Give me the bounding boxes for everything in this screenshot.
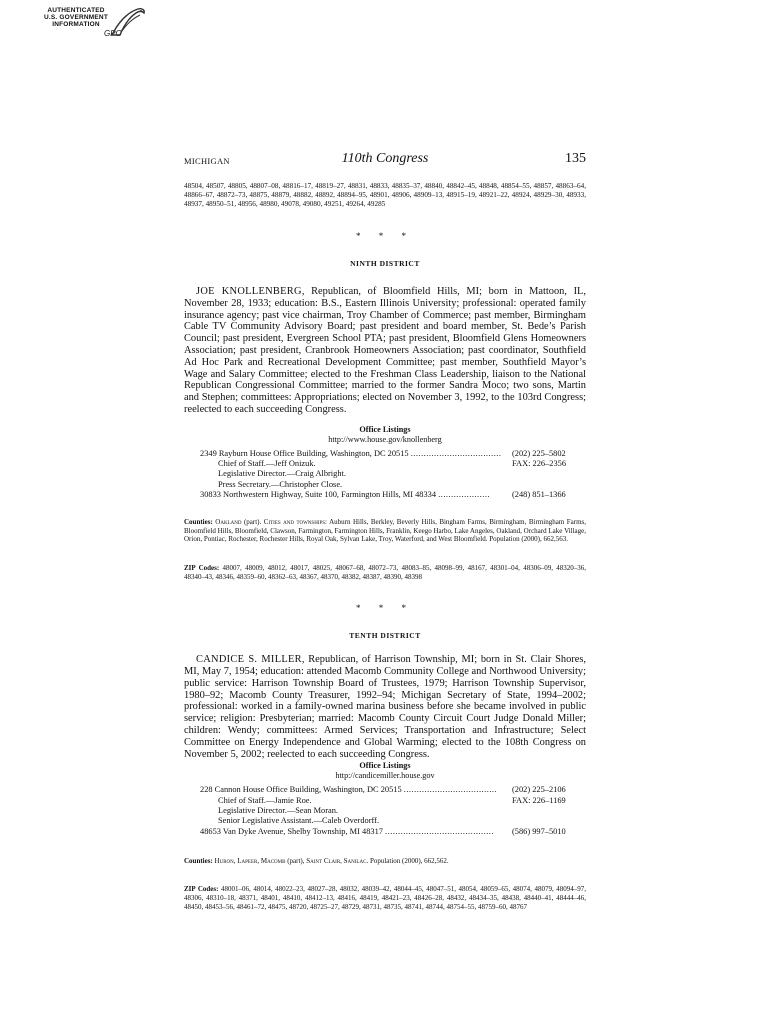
member-bio-ninth bbox=[184, 286, 586, 416]
zip-list: 48007, 48009, 48012, 48017, 48025, 48067–68, 48072–73, 48083–85, 48098–99, 48167, 48301–04, 48306–09, 48320–36, 48340–43, 48346, 48359–60, 48362–63, 48367, 48370, 48382, 48387, 48390, 48398 bbox=[184, 564, 587, 581]
district-heading-ninth: NINTH DISTRICT bbox=[350, 259, 420, 268]
zip-label: ZIP Codes: bbox=[184, 885, 219, 894]
staff-entry: Press Secretary.—Christopher Close. bbox=[218, 479, 343, 489]
office-row bbox=[184, 827, 586, 837]
leader-dots: .......................................... bbox=[385, 826, 494, 836]
zip-codes-ninth bbox=[184, 564, 586, 581]
member-website-link[interactable]: http://www.house.gov/knollenberg bbox=[328, 434, 442, 444]
office-row bbox=[184, 490, 586, 500]
office-listings-tenth bbox=[184, 785, 586, 836]
counties-label: Counties: bbox=[184, 856, 213, 865]
office-fax: FAX: 226–2356 bbox=[512, 459, 567, 469]
counties-label: Counties: bbox=[184, 518, 213, 527]
office-listings-ninth bbox=[184, 449, 586, 500]
office-listings-title: Office Listings bbox=[359, 424, 411, 434]
zip-codes-tenth bbox=[184, 885, 586, 911]
member-bio-tenth bbox=[184, 654, 586, 760]
county-names: Huron, Lapeer, Macomb bbox=[214, 856, 286, 865]
staff-row bbox=[184, 796, 586, 806]
office-fax: FAX: 226–1169 bbox=[512, 795, 566, 805]
gpo-authentication-seal bbox=[36, 5, 148, 43]
office-address: 48653 Van Dyke Avenue, Shelby Township, MI 48317 bbox=[200, 826, 383, 836]
section-separator: * * * bbox=[356, 603, 414, 614]
office-address: 2349 Rayburn House Office Building, Washington, DC 20515 bbox=[200, 448, 409, 458]
member-name: CANDICE S. MILLER bbox=[196, 654, 302, 666]
running-header bbox=[184, 150, 586, 170]
office-row bbox=[184, 785, 586, 795]
staff-entry: Chief of Staff.—Jeff Onizuk. bbox=[218, 459, 316, 469]
county-names: Saint Clair, Sanilac bbox=[306, 856, 367, 865]
office-phone: (202) 225–5802 bbox=[512, 448, 566, 458]
staff-entry: Legislative Director.—Craig Albright. bbox=[218, 469, 346, 479]
section-separator: * * * bbox=[356, 231, 414, 241]
cities-label: Cities and townships bbox=[263, 518, 326, 527]
staff-row bbox=[184, 459, 586, 469]
eagle-icon bbox=[108, 5, 148, 39]
staff-entry: Senior Legislative Assistant.—Caleb Overdorff. bbox=[218, 816, 380, 826]
counties-tenth: Counties: Huron, Lapeer, Macomb (part), Saint Clair, Sanilac. Population (2000), 662,562. bbox=[184, 856, 449, 865]
zip-list: 48001–06, 48014, 48022–23, 48027–28, 48032, 48039–42, 48044–45, 48047–51, 48054, 48059–65, 48074, 48079, 48094–97, 48306, 48310–18, 48371, 48401, 48410, 48412–13, 48416, 48419, 48421–23, 48426–28, 48432, 48434–35, 48438, 48440–41, 48444–46, 48450, 48453–56, 48461–72, 48475, 48720, 48725–27, 48729, 48731, 48735, 48741, 48744, 48754–55, 48759–60, 48767 bbox=[184, 885, 587, 911]
leader-dots: ................................... bbox=[410, 448, 502, 458]
previous-district-zip-codes: 48504, 48507, 48805, 48807–08, 48816–17, 48819–27, 48831, 48833, 48835–37, 48840, 48842–45, 48848, 48854–55, 48857, 48863–64, 48866–67, 48872–73, 48875, 48879, 48882, 48892, 48894–95, 48901, 48906, 48909–13, 48915–19, 48921–22, 48924, 48929–30, 48933, 48937, 48950–51, 48956, 48980, 49078, 49080, 49251, 49264, 49285 bbox=[184, 182, 586, 208]
office-listings-title: Office Listings bbox=[359, 761, 411, 771]
county-name: Oakland bbox=[215, 518, 242, 527]
staff-entry: Chief of Staff.—Jamie Roe. bbox=[218, 795, 312, 805]
counties-ninth: Counties: Oakland (part). Cities and townships: Auburn Hills, Berkley, Beverly Hills, Bingham Farms, Birmingham, Birmingham Farms, Bloomfield Hills, Bloomfield, Clawson, Farmington, Farmington Hills, Franklin, Keego Harbo, Lake Angeles, Oakland, Orchard Lake Village, Orion, Pontiac, Rochester, Rochester Hills, Royal Oak, Sylvan Lake, Troy, Waterford, and West Bloomfield. Population (2000), 662,563. bbox=[184, 518, 587, 544]
header-title: 110th Congress bbox=[341, 151, 429, 166]
header-page-number: 135 bbox=[565, 151, 586, 166]
member-name: JOE KNOLLENBERG bbox=[196, 286, 302, 297]
seal-text: AUTHENTICATED U.S. GOVERNMENT INFORMATION bbox=[43, 7, 109, 28]
office-phone: (586) 997–5010 bbox=[512, 826, 566, 836]
district-heading-tenth: TENTH DISTRICT bbox=[349, 631, 421, 641]
bio-text: , Republican, of Bloomfield Hills, MI; born in Mattoon, IL, November 28, 1933; education: B.S., Eastern Illinois University; professional: operated family insurance agency; past vice chairman, Troy Chamber of Commerce; past member, Birmingham Cable TV Community Advisory Board; past president and board member, St. Bede’s Parish Council; past president, Evergreen School PTA; past president, Bloomfield Glens Homeowners Association; past president, Cranbrook Homeowners Association; past coordinator, Southfield Ad Hoc Park and Recreational Development Committee; past member, Southfield Mayor’s Wage and Salary Committee; elected to the Freshman Class Leadership, liaison to the National Republican Congressional Committee; married to the former Sandra Moco; two sons, Martin and Stephen; committees: Appropriations; elected on November 3, 1992, to the 103rd Congress; reelected to each succeeding Congress. bbox=[184, 286, 586, 415]
bio-text: , Republican, of Harrison Township, MI; born in St. Clair Shores, MI, May 7, 1954; education: attended Macomb Community College and Northwood University; public service: Harrison Township Board of Trustees, 1979; Harrison Township Supervisor, 1980–92; Macomb County Treasurer, 1992–94; Michigan Secretary of State, 1994–2002; professional: worked in a family-owned marina business before she became involved in public service; religion: Presbyterian; married: Macomb County Circuit Court Judge Donald Miller; children: Wendy; committees: Armed Services; Transportation and Infrastructure; Select Committee on Energy Independence and Global Warming; elected to the 108th Congress on November 5, 2002; reelected to each succeeding Congress. bbox=[184, 654, 586, 760]
office-phone: (248) 851–1366 bbox=[512, 489, 566, 499]
office-row bbox=[184, 449, 586, 459]
cities-list: : Auburn Hills, Berkley, Beverly Hills, Bingham Farms, Birmingham, Birmingham Farms, Bloomfield Hills, Bloomfield, Clawson, Farmington, Farmington Hills, Franklin, Keego Harbo, Lake Angeles, Oakland, Orchard Lake Village, Orion, Pontiac, Rochester, Rochester Hills, Royal Oak, Sylvan Lake, Troy, Waterford, and West Bloomfield. Population (2000), 662,563. bbox=[184, 518, 587, 544]
office-phone: (202) 225–2106 bbox=[512, 785, 566, 795]
seal-gpo-label: GPO bbox=[104, 29, 122, 38]
member-website-link[interactable]: http://candicemiller.house.gov bbox=[335, 771, 435, 781]
header-state: MICHIGAN bbox=[184, 156, 230, 166]
leader-dots: .................................... bbox=[403, 785, 498, 795]
staff-entry: Legislative Director.—Sean Moran. bbox=[218, 805, 339, 815]
document-page bbox=[184, 150, 586, 911]
zip-label: ZIP Codes: bbox=[184, 564, 220, 573]
office-address: 30833 Northwestern Highway, Suite 100, Farmington Hills, MI 48334 bbox=[200, 489, 437, 499]
office-address: 228 Cannon House Office Building, Washington, DC 20515 bbox=[200, 785, 402, 795]
leader-dots: .................... bbox=[438, 489, 491, 499]
